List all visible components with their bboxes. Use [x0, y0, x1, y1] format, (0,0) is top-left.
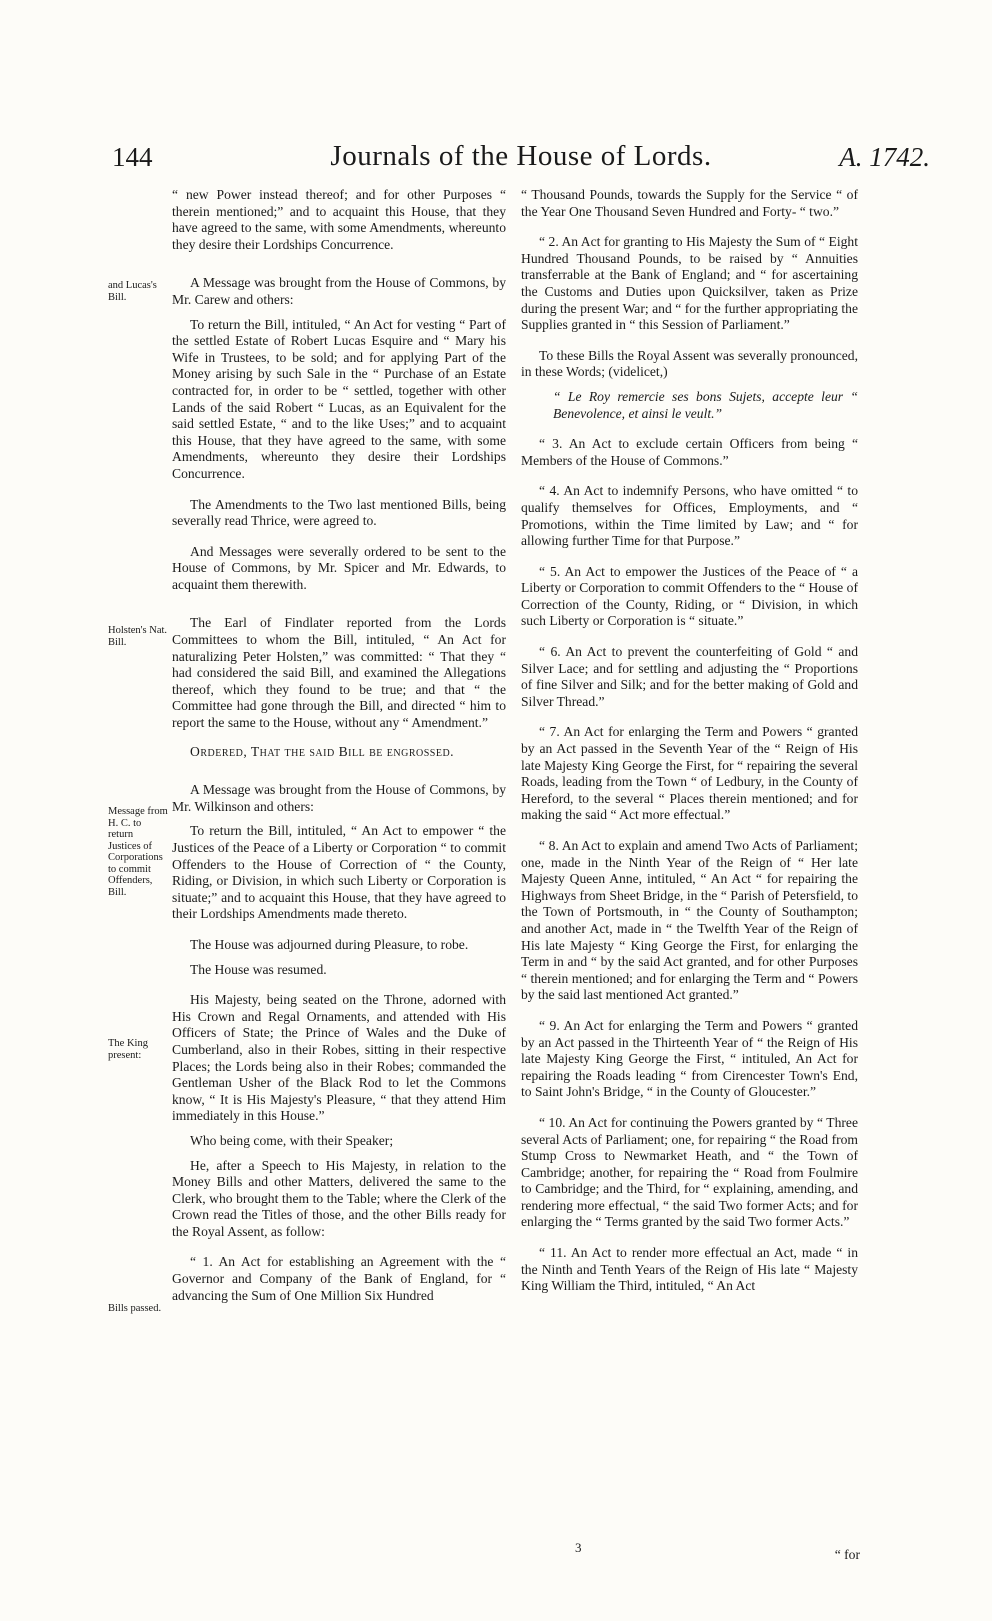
margin-note: Message from H. C. to return Justices of Corporations to commit Offenders, Bill.: [108, 806, 168, 898]
paragraph: “ 9. An Act for enlarging the Term and Powers “ granted by an Act passed in the Thirteenth Year of “ the Reign of His late Majesty King George the First, “ intituled, An Act for repairing the Roads leading “ from Cirencester Town's End, to Saint John's Bridge, “ in the County of Gloucester.”: [521, 1017, 858, 1100]
paragraph: “ 6. An Act to prevent the counterfeiting of Gold “ and Silver Lace; and for settling and adjusting the “ Proportions of fine Silver and Silk; and for the better making of Gold and Silver Thread.”: [521, 644, 858, 709]
paragraph: “ Thousand Pounds, towards the Supply for the Service “ of the Year One Thousand Seven Hundred and Forty- “ two.”: [521, 187, 858, 219]
page-number: 144: [112, 142, 153, 172]
margin-note: and Lucas's Bill.: [108, 280, 157, 303]
paragraph: “ 4. An Act to indemnify Persons, who have omitted “ to qualify themselves for Offices, Employments, and “ Promotions, within the Time limited by Law; and “ for allowing further Time for that Purpose.”: [521, 483, 858, 549]
signature-mark: 3: [575, 1540, 582, 1555]
margin-note: Bills passed.: [108, 1303, 162, 1314]
page-header: [112, 140, 930, 184]
paragraph: The Amendments to the Two last mentioned Bills, being severally read Thrice, were agreed to.: [172, 496, 506, 529]
paragraph: “ 5. An Act to empower the Justices of the Peace of “ a Liberty or Corporation to commit Offenders to the “ House of Correction of the County, Riding, or “ Division, in which such Liberty or Corporation is “ situate.”: [521, 563, 858, 629]
margin-note: Holsten's Nat. Bill.: [108, 625, 168, 648]
left-column: [172, 187, 506, 1312]
paragraph: The Earl of Findlater reported from the Lords Committees to whom the Bill, intituled, “ An Act for naturalizing Peter Holsten,” was committed: “ That they “ had considered the said Bill, and examined the Allegations thereof, which they found to be true; and that “ the Committee had gone through the Bill, and directed “ him to report the same to the House, without any “ Amendment.”: [172, 615, 506, 731]
paragraph: Ordered, That the said Bill be engrossed.: [190, 743, 455, 759]
paragraph: “ 1. An Act for establishing an Agreement with the “ Governor and Company of the Bank of England, for “ advancing the Sum of One Million Six Hundred: [172, 1254, 506, 1303]
catchword: “ for: [834, 1547, 860, 1562]
paragraph: His Majesty, being seated on the Throne, adorned with His Crown and Regal Ornaments, and attended with His Officers of State; the Prince of Wales and the Duke of Cumberland, also in their Robes, sitting in their respective Places; the Lords being also in their Robes; commanded the Gentleman Usher of the Black Rod to let the Commons know, “ It is His Majesty's Pleasure, “ that they attend Him immediately in this House.”: [172, 992, 506, 1124]
paragraph: And Messages were severally ordered to be sent to the House of Commons, by Mr. Spicer and Mr. Edwards, to acquaint them therewith.: [172, 543, 506, 592]
paragraph: “ new Power instead thereof; and for other Purposes “ therein mentioned;” and to acquaint this House, that they have agreed to the same, with some Amendments, whereunto they desire their Lordships Concurrence.: [172, 187, 506, 252]
paragraph: To these Bills the Royal Assent was severally pronounced, in these Words; (videlicet,): [521, 347, 858, 380]
paragraph: The House was resumed.: [190, 961, 327, 977]
page-title: Journals of the House of Lords.: [330, 140, 712, 172]
paragraph: To return the Bill, intituled, “ An Act for vesting “ Part of the settled Estate of Robert Lucas Esquire and “ Mary his Wife in Trustees, to be sold; and for applying Part of the Money arising by such Sale in the “ Purchase of an Estate contracted for, in order to be “ settled, together with other Lands of the said Robert “ Lucas, as an Equivalent for the said settled Estate, “ and to the like Uses;” and to acquaint this House, that they have agreed to the same, with some Amendments, whereunto they desire their Lordships Concurrence.: [172, 316, 506, 481]
paragraph: “ 3. An Act to exclude certain Officers from being “ Members of the House of Commons.”: [521, 436, 858, 468]
page-year: A. 1742.: [839, 142, 930, 172]
paragraph: “ 8. An Act to explain and amend Two Acts of Parliament; one, made in the Ninth Year of the Reign of “ Her late Majesty Queen Anne, intituled, “ An Act “ for repairing the Highways from Sheet Bridge, in the “ Parish of Petersfield, to the Town of Portsmouth, in “ the County of Southampton; and another Act, made in “ the Twelfth Year of the Reign of His late Majesty “ King George the First, for enlarging the Term in and “ by the said Act granted, and for other Purposes “ therein mentioned; and for enlarging the Term and “ Powers by the said last mentioned Act granted.”: [521, 838, 858, 1003]
paragraph: He, after a Speech to His Majesty, in relation to the Money Bills and other Matters, delivered the same to the Clerk, who brought them to the Table; where the Clerk of the Crown read the Titles of those, and the other Bills ready for the Royal Assent, as follow:: [172, 1157, 506, 1239]
paragraph: “ 7. An Act for enlarging the Term and Powers “ granted by an Act passed in the Seventh Year of the “ Reign of His late Majesty King George the First, for “ repairing the several Roads, leading from the Town “ of Ledbury, in the County of Hereford, to the several “ Places therein mentioned; and for making the said “ Act more effectual.”: [521, 724, 858, 823]
paragraph: A Message was brought from the House of Commons, by Mr. Carew and others:: [172, 275, 506, 307]
margin-note: The King present:: [108, 1038, 148, 1061]
paragraph: “ 10. An Act for continuing the Powers granted by “ Three several Acts of Parliament; one, for repairing “ the Road from Stump Cross to Newmarket Heath, and “ the Town of Cambridge; another, for repairing the “ Road from Foulmire to Cambridge; and the Third, for “ explaining, amending, and rendering more effectual, “ the said Two former Acts; and for enlarging the “ Terms granted by the said Two former Acts.”: [521, 1114, 858, 1230]
paragraph: The House was adjourned during Pleasure, to robe.: [190, 936, 469, 952]
paragraph: Who being come, with their Speaker;: [190, 1132, 394, 1148]
paragraph: A Message was brought from the House of Commons, by Mr. Wilkinson and others:: [172, 782, 506, 814]
paragraph: “ 2. An Act for granting to His Majesty the Sum of “ Eight Hundred Thousand Pounds, to be raised by “ Annuities transferrable at the Bank of England; and “ for ascertaining the Customs and Duties upon Quicksilver, taken as Prize during the present War; and “ for the further appropriating the Supplies granted in “ this Session of Parliament.”: [521, 234, 858, 333]
royal-assent-formula: “ Le Roy remercie ses bons Sujets, accepte leur “ Benevolence, et ainsi le veult.”: [553, 388, 858, 421]
paragraph: “ 11. An Act to render more effectual an Act, made “ in the Ninth and Tenth Years of the Reign of His late “ Majesty King William the Third, intituled, “ An Act: [521, 1245, 858, 1294]
right-column: [521, 187, 858, 1303]
paragraph: To return the Bill, intituled, “ An Act to empower “ the Justices of the Peace of a Liberty or Corporation “ to commit Offenders to the House of Correction of “ the County, Riding, or Division, in which such Liberty or Corporation is situate;” and to acquaint this House, that they have agreed to their Lordships Amendments made thereto.: [172, 823, 506, 922]
